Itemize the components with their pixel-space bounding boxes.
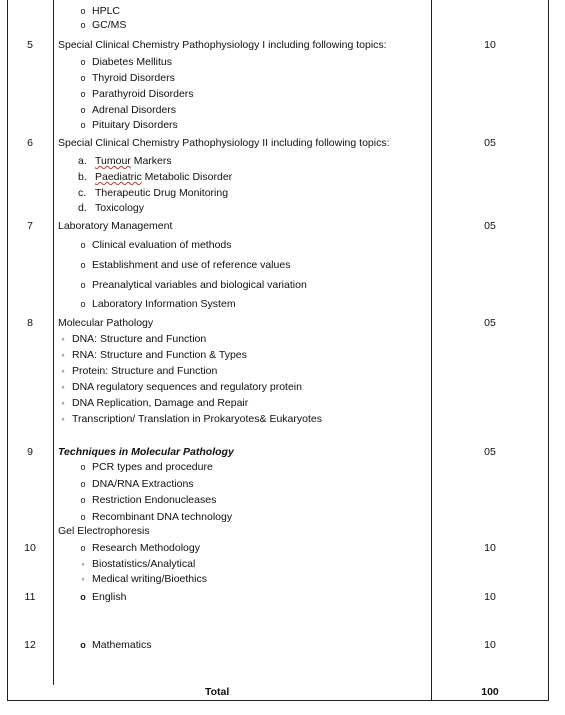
- row-number: 5: [27, 39, 33, 51]
- total-marks: 100: [481, 686, 499, 698]
- bullet-icon: o: [80, 20, 86, 30]
- bullet-icon: o: [80, 462, 86, 472]
- row-number: 11: [24, 591, 36, 603]
- list-item: ◦ Protein: Structure and Function: [54, 365, 217, 377]
- bullet-icon: ◦: [61, 398, 65, 408]
- list-item: o Preanalytical variables and biological variation: [74, 279, 307, 291]
- row-title: Laboratory Management: [58, 220, 173, 232]
- bullet-icon: o: [80, 57, 86, 67]
- table-right-border: [548, 0, 549, 700]
- list-item: o Diabetes Mellitus: [74, 56, 172, 68]
- row-number: 9: [27, 446, 33, 458]
- bullet-icon: o: [80, 495, 86, 505]
- row-marks: 05: [484, 137, 496, 149]
- bullet-icon: ◦: [61, 334, 65, 344]
- list-item: b. Paediatric Metabolic Disorder: [78, 171, 233, 183]
- list-item: o Establishment and use of reference values: [74, 259, 290, 271]
- list-item: ◦ Transcription/ Translation in Prokaryotes& Eukaryotes: [54, 413, 322, 425]
- bullet-icon: o: [80, 73, 86, 83]
- bullet-icon: o: [80, 89, 86, 99]
- row-marks: 10: [484, 542, 496, 554]
- list-item: o Parathyroid Disorders: [74, 88, 194, 100]
- list-item: o DNA/RNA Extractions: [74, 478, 194, 490]
- total-label: Total: [205, 686, 230, 698]
- row-marks: 10: [484, 591, 496, 603]
- list-item: ◦ Biostatistics/Analytical: [74, 558, 195, 570]
- list-item: o English: [74, 591, 126, 603]
- row-number: 7: [27, 220, 33, 232]
- row-marks: 10: [484, 39, 496, 51]
- list-item: o Laboratory Information System: [74, 298, 236, 310]
- list-item: ◦ DNA Replication, Damage and Repair: [54, 397, 248, 409]
- bullet-icon: o: [80, 105, 86, 115]
- list-item: ◦ DNA regulatory sequences and regulatory protein: [54, 381, 302, 393]
- bullet-icon: ◦: [61, 366, 65, 376]
- row-marks: 10: [484, 639, 496, 651]
- bullet-icon: o: [80, 120, 86, 130]
- list-item: ◦ Medical writing/Bioethics: [74, 573, 207, 585]
- list-item: d. Toxicology: [78, 202, 145, 214]
- list-item: o Mathematics: [74, 639, 152, 651]
- list-item: a. Tumour Markers: [78, 155, 172, 167]
- row-marks: 05: [484, 446, 496, 458]
- bullet-icon: ◦: [81, 559, 85, 569]
- bullet-icon: ◦: [61, 350, 65, 360]
- row-title: Special Clinical Chemistry Pathophysiology II including following topics:: [58, 137, 390, 149]
- row-number: 8: [27, 317, 33, 329]
- table-left-border: [7, 0, 8, 700]
- bullet-icon: o: [80, 512, 86, 522]
- row-number: 12: [24, 639, 36, 651]
- list-item: o Thyroid Disorders: [74, 72, 175, 84]
- bullet-icon: ◦: [81, 574, 85, 584]
- bullet-icon: o: [80, 240, 86, 250]
- row-title: Techniques in Molecular Pathology: [58, 446, 234, 458]
- list-item: o Pituitary Disorders: [74, 119, 178, 131]
- list-item: o Clinical evaluation of methods: [74, 239, 232, 251]
- bullet-icon: o: [80, 6, 86, 16]
- bullet-icon: o: [80, 543, 86, 553]
- row-number: 10: [24, 542, 36, 554]
- list-item: ◦ RNA: Structure and Function & Types: [54, 349, 247, 361]
- row-title: Special Clinical Chemistry Pathophysiology I including following topics:: [58, 39, 387, 51]
- list-item: c. Therapeutic Drug Monitoring: [78, 187, 229, 199]
- list-item: o HPLC: [74, 5, 120, 17]
- row-marks: 05: [484, 220, 496, 232]
- row-trailer-text: Gel Electrophoresis: [58, 525, 150, 537]
- row-number: 6: [27, 137, 33, 149]
- bullet-icon: o: [80, 592, 86, 602]
- list-item: o PCR types and procedure: [74, 461, 213, 473]
- bullet-icon: o: [80, 299, 86, 309]
- list-item: ◦ DNA: Structure and Function: [54, 333, 206, 345]
- row-title: Molecular Pathology: [58, 317, 154, 329]
- total-row-bottom-border: [7, 700, 549, 701]
- bullet-icon: o: [80, 280, 86, 290]
- list-item: o Adrenal Disorders: [74, 104, 176, 116]
- list-item: o Recombinant DNA technology: [74, 511, 232, 523]
- bullet-icon: o: [80, 479, 86, 489]
- list-item: o Restriction Endonucleases: [74, 494, 216, 506]
- bullet-icon: ◦: [61, 414, 65, 424]
- list-item: o Research Methodology: [74, 542, 200, 554]
- bullet-icon: o: [80, 260, 86, 270]
- row-marks: 05: [484, 317, 496, 329]
- bullet-icon: ◦: [61, 382, 65, 392]
- bullet-icon: o: [80, 640, 86, 650]
- list-item: o GC/MS: [74, 19, 126, 31]
